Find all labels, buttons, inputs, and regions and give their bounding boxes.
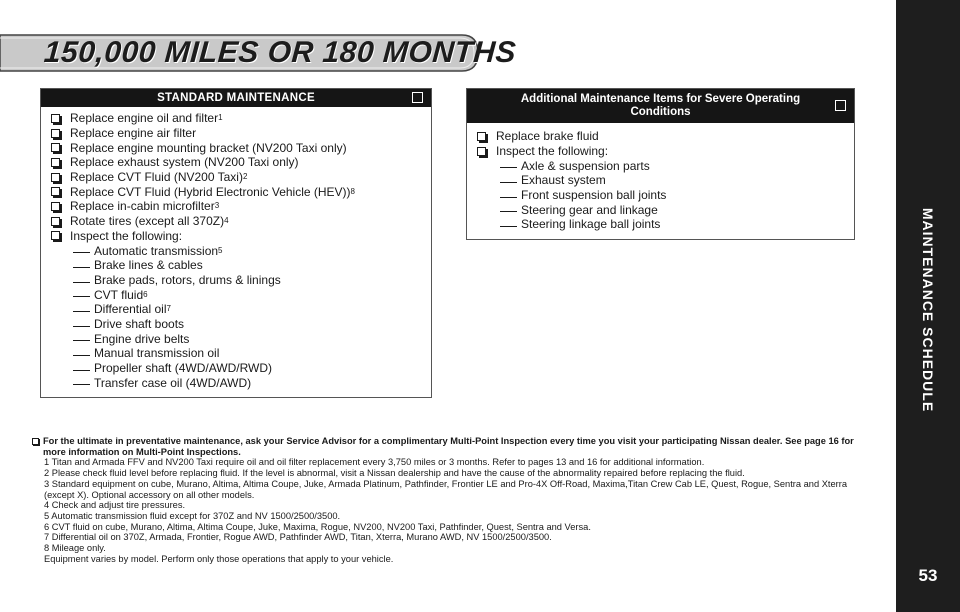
checkbox-icon[interactable] bbox=[477, 132, 486, 141]
blank-line[interactable] bbox=[73, 355, 90, 356]
inspect-item bbox=[51, 331, 355, 346]
checkbox-icon[interactable] bbox=[51, 202, 60, 211]
blank-line[interactable] bbox=[73, 326, 90, 327]
inspect-item bbox=[51, 375, 355, 390]
item-text: Replace engine oil and filter bbox=[70, 111, 219, 126]
footnote: 5 Automatic transmission fluid except for 370Z and NV 1500/2500/3500. bbox=[44, 510, 341, 521]
inspect-item bbox=[477, 158, 666, 173]
page-title: 150,000 MILES OR 180 MONTHS bbox=[42, 36, 518, 69]
item-text: Steering linkage ball joints bbox=[521, 217, 661, 232]
sidebar-label: MAINTENANCE SCHEDULE bbox=[920, 207, 936, 413]
checkbox-icon[interactable] bbox=[51, 129, 60, 138]
item-text: Replace engine air filter bbox=[70, 126, 197, 141]
severe-heading-line2: Conditions bbox=[630, 105, 691, 118]
checkbox-icon[interactable] bbox=[51, 143, 60, 152]
blank-line[interactable] bbox=[73, 267, 90, 268]
inspect-item bbox=[477, 217, 666, 232]
item-text: Replace CVT Fluid (Hybrid Electronic Vehicle (HEV)) bbox=[70, 184, 351, 199]
blank-line[interactable] bbox=[73, 340, 90, 341]
severe-conditions-box bbox=[466, 88, 855, 240]
item-text: Rotate tires (except all 370Z) bbox=[70, 214, 225, 229]
list-item: Replace in-cabin microfilter 3 bbox=[51, 199, 355, 214]
blank-line[interactable] bbox=[73, 311, 90, 312]
item-text: Inspect the following: bbox=[70, 228, 183, 243]
item-text: Engine drive belts bbox=[94, 331, 190, 346]
footnote: 2 Please check fluid level before replacing fluid. If the level is abnormal, visit a Nissan dealership and have the cause of the abnormality repaired before replacing the fluid. bbox=[44, 468, 745, 479]
item-text: Axle & suspension parts bbox=[521, 158, 650, 173]
inspect-item bbox=[51, 346, 355, 361]
checkbox-icon[interactable] bbox=[51, 173, 60, 182]
item-text: Drive shaft boots bbox=[94, 316, 185, 331]
blank-line[interactable] bbox=[73, 282, 90, 283]
standard-heading bbox=[41, 89, 431, 107]
item-text: Inspect the following: bbox=[496, 144, 609, 159]
list-item bbox=[51, 140, 355, 155]
blank-line[interactable] bbox=[500, 211, 517, 212]
standard-list bbox=[51, 111, 355, 390]
item-text: Exhaust system bbox=[521, 173, 606, 188]
list-item bbox=[51, 126, 355, 141]
blank-line[interactable] bbox=[73, 384, 90, 385]
inspect-item bbox=[51, 361, 355, 376]
blank-line[interactable] bbox=[73, 296, 90, 297]
multi-point-callout bbox=[32, 436, 864, 457]
checkbox-icon bbox=[835, 100, 846, 111]
standard-heading-text: STANDARD MAINTENANCE bbox=[157, 92, 315, 104]
item-text: Replace engine mounting bracket (NV200 Taxi only) bbox=[70, 140, 347, 155]
footnote: 8 Mileage only. bbox=[44, 543, 106, 554]
inspect-item bbox=[51, 317, 355, 332]
inspect-item: Differential oil 7 bbox=[51, 302, 355, 317]
blank-line[interactable] bbox=[500, 167, 517, 168]
blank-line[interactable] bbox=[500, 197, 517, 198]
footnote: 7 Differential oil on 370Z, Armada, Frontier, Rogue AWD, Pathfinder AWD, Titan, Xterra, Murano AWD, NV 1500/2500/3500. bbox=[44, 532, 552, 543]
standard-maintenance-box bbox=[40, 88, 432, 398]
item-text: Replace exhaust system (NV200 Taxi only) bbox=[70, 155, 299, 170]
list-item: Rotate tires (except all 370Z) 4 bbox=[51, 214, 355, 229]
checkbox-icon bbox=[32, 438, 39, 445]
list-item bbox=[51, 155, 355, 170]
blank-line[interactable] bbox=[500, 226, 517, 227]
item-text: Brake lines & cables bbox=[94, 258, 203, 273]
list-item bbox=[51, 229, 355, 244]
item-text: Differential oil bbox=[94, 302, 167, 317]
item-text: Transfer case oil (4WD/AWD) bbox=[94, 375, 252, 390]
item-text: Replace CVT Fluid (NV200 Taxi) bbox=[70, 170, 243, 185]
blank-line[interactable] bbox=[500, 182, 517, 183]
checkbox-icon[interactable] bbox=[477, 147, 486, 156]
severe-list bbox=[477, 129, 666, 232]
inspect-item bbox=[51, 273, 355, 288]
list-item: Replace CVT Fluid (NV200 Taxi) 2 bbox=[51, 170, 355, 185]
severe-heading-line1: Additional Maintenance Items for Severe Operating bbox=[520, 93, 801, 105]
list-item bbox=[477, 129, 666, 144]
footnote: 3 Standard equipment on cube, Murano, Altima, Altima Coupe, Juke, Armada Platinum, Pathfinder, Frontier LE and Pro-4X Off-Road, Maxima,Titan Crew Cab LE, Quest, Rogue, Sentra and Xterra (except X). Optional accessory on all other models. bbox=[44, 478, 848, 500]
severe-heading bbox=[467, 89, 854, 123]
item-text: Manual transmission oil bbox=[94, 346, 220, 361]
page-number: 53 bbox=[918, 566, 938, 585]
item-text: Replace in-cabin microfilter bbox=[70, 199, 215, 214]
list-item bbox=[477, 144, 666, 159]
blank-line[interactable] bbox=[73, 370, 90, 371]
item-text: CVT fluid bbox=[94, 287, 144, 302]
footnote: 1 Titan and Armada FFV and NV200 Taxi require oil and oil filter replacement every 3,750 miles or 3 months. Refer to pages 13 and 16 for additional information. bbox=[44, 457, 705, 468]
checkbox-icon[interactable] bbox=[51, 231, 60, 240]
blank-line[interactable] bbox=[73, 252, 90, 253]
item-text: Automatic transmission bbox=[94, 243, 219, 258]
item-text: Brake pads, rotors, drums & linings bbox=[94, 272, 281, 287]
inspect-item bbox=[477, 188, 666, 203]
item-text: Steering gear and linkage bbox=[521, 202, 658, 217]
item-text: Front suspension ball joints bbox=[521, 188, 667, 203]
footnote: Equipment varies by model. Perform only those operations that apply to your vehicle. bbox=[44, 553, 394, 564]
inspect-item: Automatic transmission 5 bbox=[51, 243, 355, 258]
inspect-item: CVT fluid 6 bbox=[51, 287, 355, 302]
list-item: Replace engine oil and filter 1 bbox=[51, 111, 355, 126]
checkbox-icon[interactable] bbox=[51, 158, 60, 167]
callout-text: For the ultimate in preventative maintenance, ask your Service Advisor for a complimentary Multi-Point Inspection every time you visit your participating Nissan dealer. See page 16 for more information on Multi-Point Inspections. bbox=[43, 436, 854, 457]
footnotes bbox=[44, 436, 864, 564]
checkbox-icon[interactable] bbox=[51, 114, 60, 123]
footnote: 4 Check and adjust tire pressures. bbox=[44, 500, 186, 511]
footnote: 6 CVT fluid on cube, Murano, Altima, Altima Coupe, Juke, Maxima, Rogue, NV200, NV200 Taxi, Pathfinder, Quest, Sentra and Versa. bbox=[44, 521, 591, 532]
checkbox-icon[interactable] bbox=[51, 187, 60, 196]
inspect-item bbox=[477, 202, 666, 217]
inspect-item bbox=[51, 258, 355, 273]
checkbox-icon[interactable] bbox=[51, 217, 60, 226]
item-text: Propeller shaft (4WD/AWD/RWD) bbox=[94, 361, 273, 376]
inspect-item bbox=[477, 173, 666, 188]
item-text: Replace brake fluid bbox=[496, 129, 599, 144]
title-banner bbox=[0, 32, 518, 74]
checkbox-icon bbox=[412, 92, 423, 103]
list-item: Replace CVT Fluid (Hybrid Electronic Vehicle (HEV)) 8 bbox=[51, 184, 355, 199]
